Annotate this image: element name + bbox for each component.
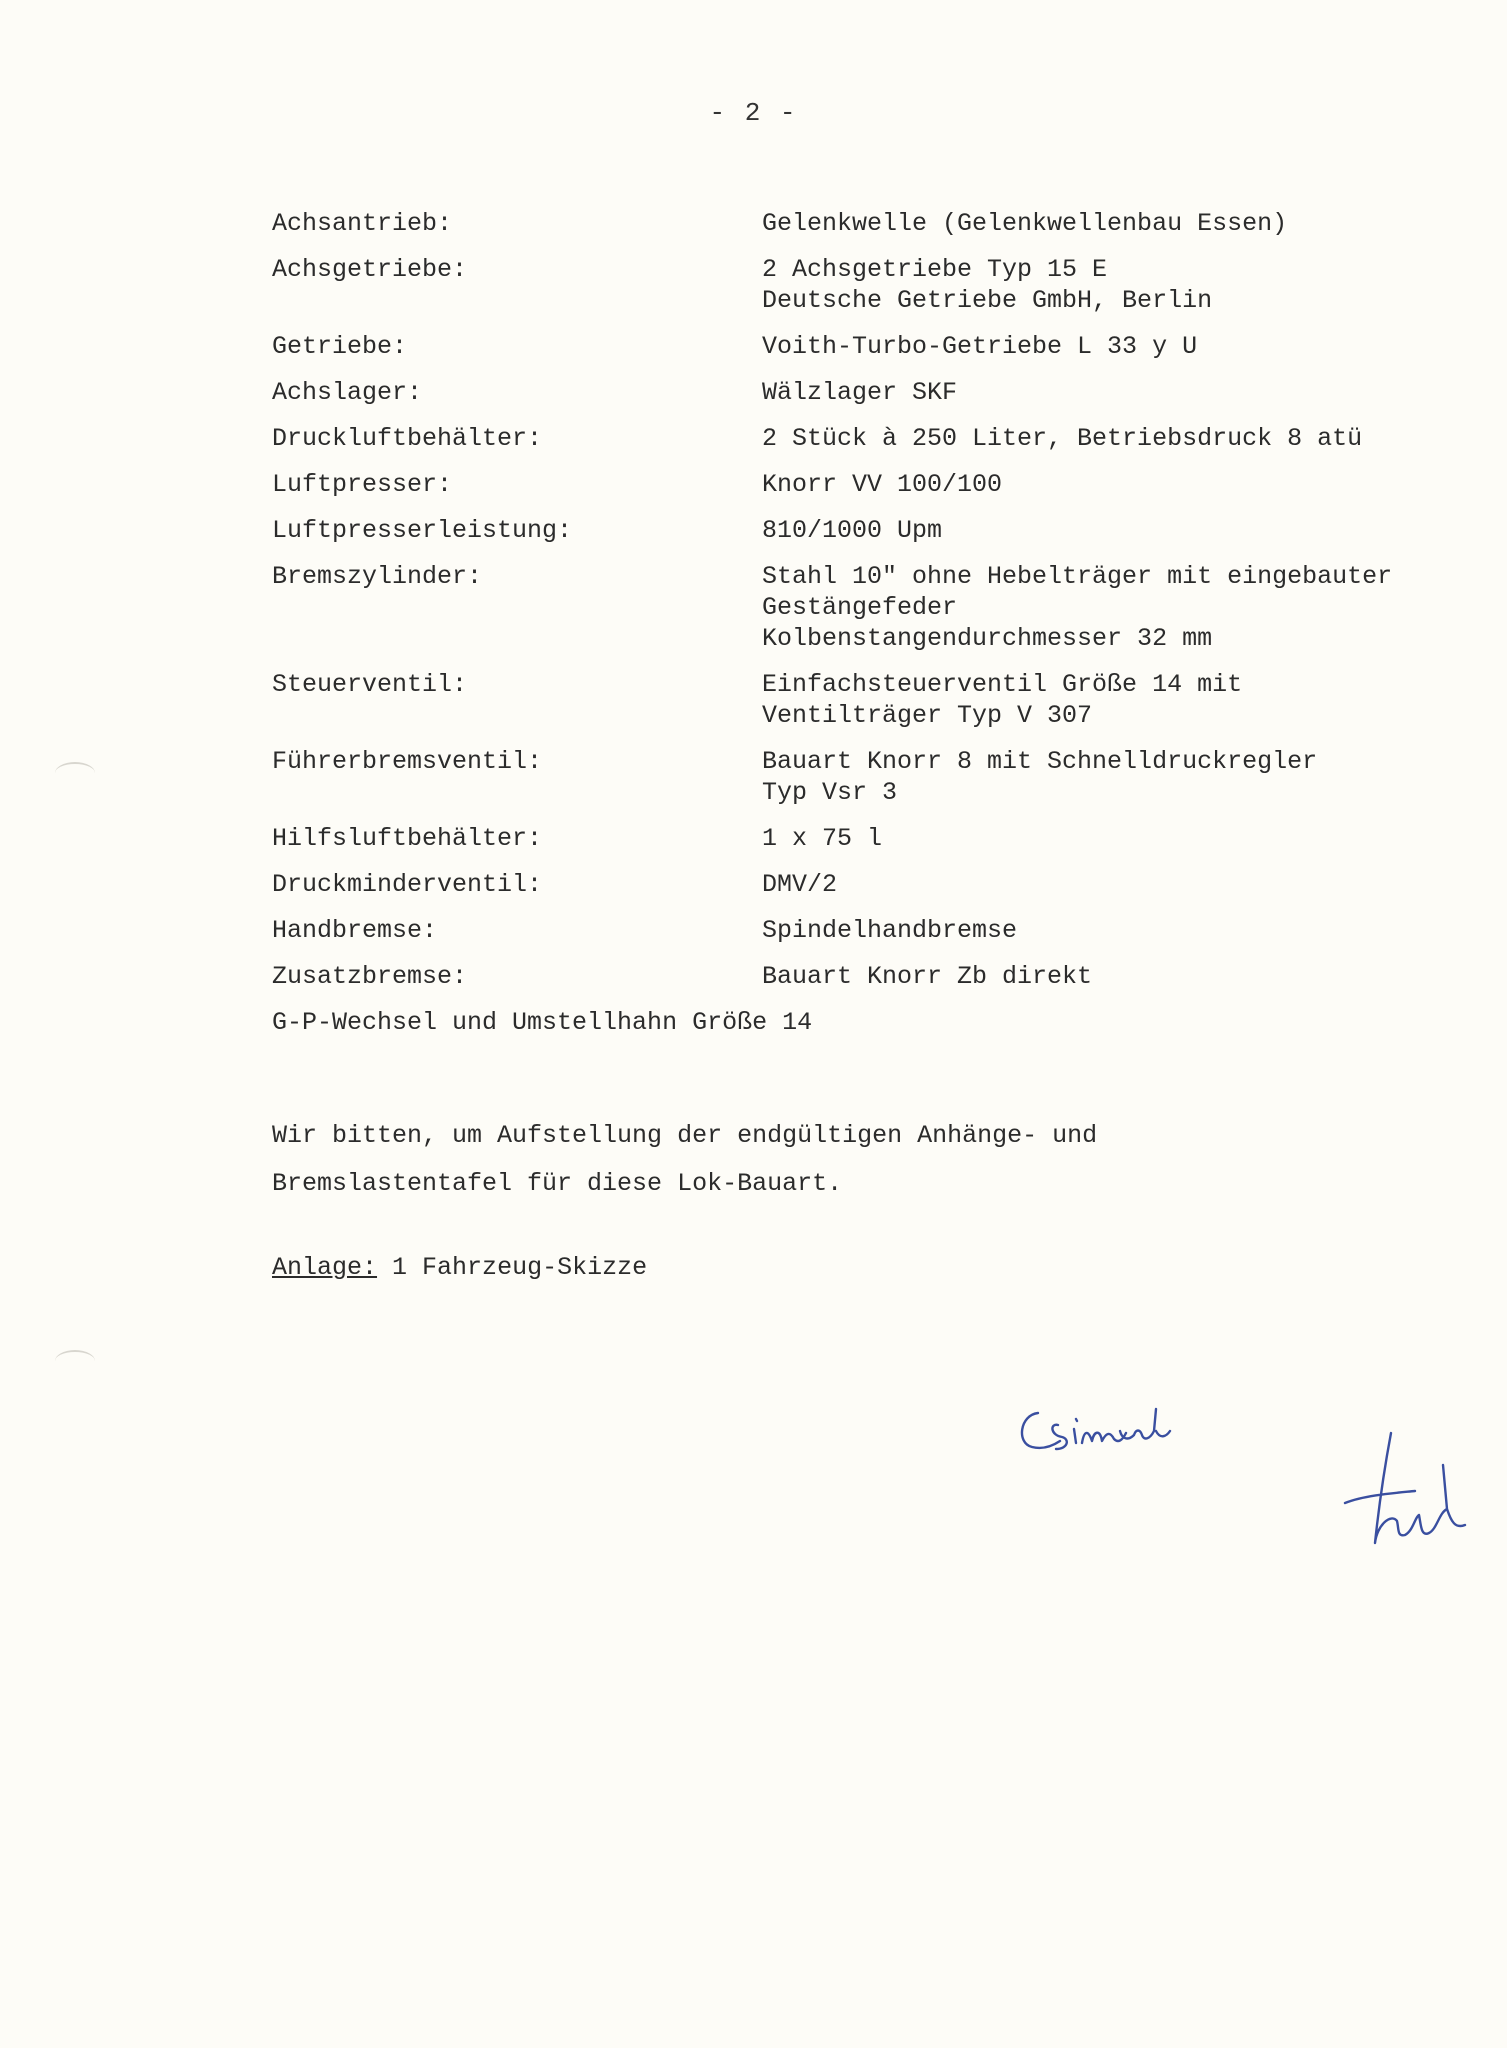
spec-value-line: Gestängefeder xyxy=(762,593,958,622)
spec-label: Luftpresser: xyxy=(272,470,453,499)
spec-row xyxy=(272,377,1472,408)
spec-row xyxy=(272,331,1472,362)
spec-row xyxy=(272,915,1472,946)
spec-label: Führerbremsventil: xyxy=(272,747,543,776)
spec-value-line: Typ Vsr 3 xyxy=(762,778,898,807)
spec-label: Hilfsluftbehälter: xyxy=(272,824,543,853)
spec-value-line: Deutsche Getriebe GmbH, Berlin xyxy=(762,286,1213,315)
spec-value xyxy=(762,823,1472,854)
spec-row xyxy=(272,823,1472,854)
spec-value-line: Wälzlager SKF xyxy=(762,378,958,407)
spec-value xyxy=(762,515,1472,546)
gp-switch-line: G-P-Wechsel und Umstellhahn Größe 14 xyxy=(272,1008,813,1037)
spec-value-line: 810/1000 Upm xyxy=(762,516,943,545)
spec-value xyxy=(762,208,1472,239)
spec-value-line: Bauart Knorr Zb direkt xyxy=(762,962,1093,991)
handwritten-initials xyxy=(1335,1425,1475,1555)
spec-value xyxy=(762,561,1472,654)
attachment-text: 1 Fahrzeug-Skizze xyxy=(392,1253,648,1282)
spec-label: Zusatzbremse: xyxy=(272,962,468,991)
spec-value-line: Spindelhandbremse xyxy=(762,916,1018,945)
spec-label: Achslager: xyxy=(272,378,423,407)
spec-value-line: Einfachsteuerventil Größe 14 mit xyxy=(762,670,1243,699)
spec-label: Getriebe: xyxy=(272,332,408,361)
spec-row xyxy=(272,254,1472,316)
spec-value xyxy=(762,331,1472,362)
spec-value xyxy=(762,961,1472,992)
punch-hole-mark xyxy=(55,1350,95,1372)
spec-row xyxy=(272,423,1472,454)
spec-value xyxy=(762,669,1472,731)
spec-value xyxy=(762,254,1472,316)
request-line: Bremslastentafel für diese Lok-Bauart. xyxy=(272,1169,843,1198)
spec-value-line: Voith-Turbo-Getriebe L 33 y U xyxy=(762,332,1198,361)
spec-row xyxy=(272,561,1472,654)
spec-value-line: 2 Stück à 250 Liter, Betriebsdruck 8 atü xyxy=(762,424,1363,453)
punch-hole-mark xyxy=(55,762,95,784)
spec-row xyxy=(272,869,1472,900)
spec-value-line: Kolbenstangendurchmesser 32 mm xyxy=(762,624,1213,653)
spec-value xyxy=(762,746,1472,808)
request-line: Wir bitten, um Aufstellung der endgültigen Anhänge- und xyxy=(272,1121,1098,1150)
spec-label: Handbremse: xyxy=(272,916,438,945)
spec-row xyxy=(272,746,1472,808)
attachment-label: Anlage: xyxy=(272,1253,378,1282)
spec-label: Achsantrieb: xyxy=(272,209,453,238)
spec-row xyxy=(272,669,1472,731)
spec-value-line: Gelenkwelle (Gelenkwellenbau Essen) xyxy=(762,209,1288,238)
spec-value xyxy=(762,377,1472,408)
page-number: - 2 - xyxy=(709,98,798,128)
spec-value-line: Stahl 10" ohne Hebelträger mit eingebauter xyxy=(762,562,1393,591)
spec-value-line: Bauart Knorr 8 mit Schnelldruckregler xyxy=(762,747,1318,776)
spec-value xyxy=(762,915,1472,946)
spec-label: Druckluftbehälter: xyxy=(272,424,543,453)
spec-value-line: Knorr VV 100/100 xyxy=(762,470,1003,499)
spec-value-line: 2 Achsgetriebe Typ 15 E xyxy=(762,255,1108,284)
spec-value xyxy=(762,423,1472,454)
spec-row xyxy=(272,515,1472,546)
attachment-line xyxy=(272,1253,647,1282)
spec-label: Achsgetriebe: xyxy=(272,255,468,284)
spec-label: Bremszylinder: xyxy=(272,562,483,591)
handwritten-signature xyxy=(1010,1395,1250,1475)
spec-value-line: DMV/2 xyxy=(762,870,838,899)
spec-row xyxy=(272,469,1472,500)
spec-value xyxy=(762,469,1472,500)
spec-label: Luftpresserleistung: xyxy=(272,516,573,545)
spec-row xyxy=(272,208,1472,239)
spec-label: Druckminderventil: xyxy=(272,870,543,899)
request-paragraph xyxy=(272,1112,1097,1208)
spec-value-line: 1 x 75 l xyxy=(762,824,883,853)
spec-table xyxy=(272,208,1472,1038)
spec-value xyxy=(762,869,1472,900)
spec-label: Steuerventil: xyxy=(272,670,468,699)
spec-value-line: Ventilträger Typ V 307 xyxy=(762,701,1093,730)
spec-row xyxy=(272,961,1472,992)
